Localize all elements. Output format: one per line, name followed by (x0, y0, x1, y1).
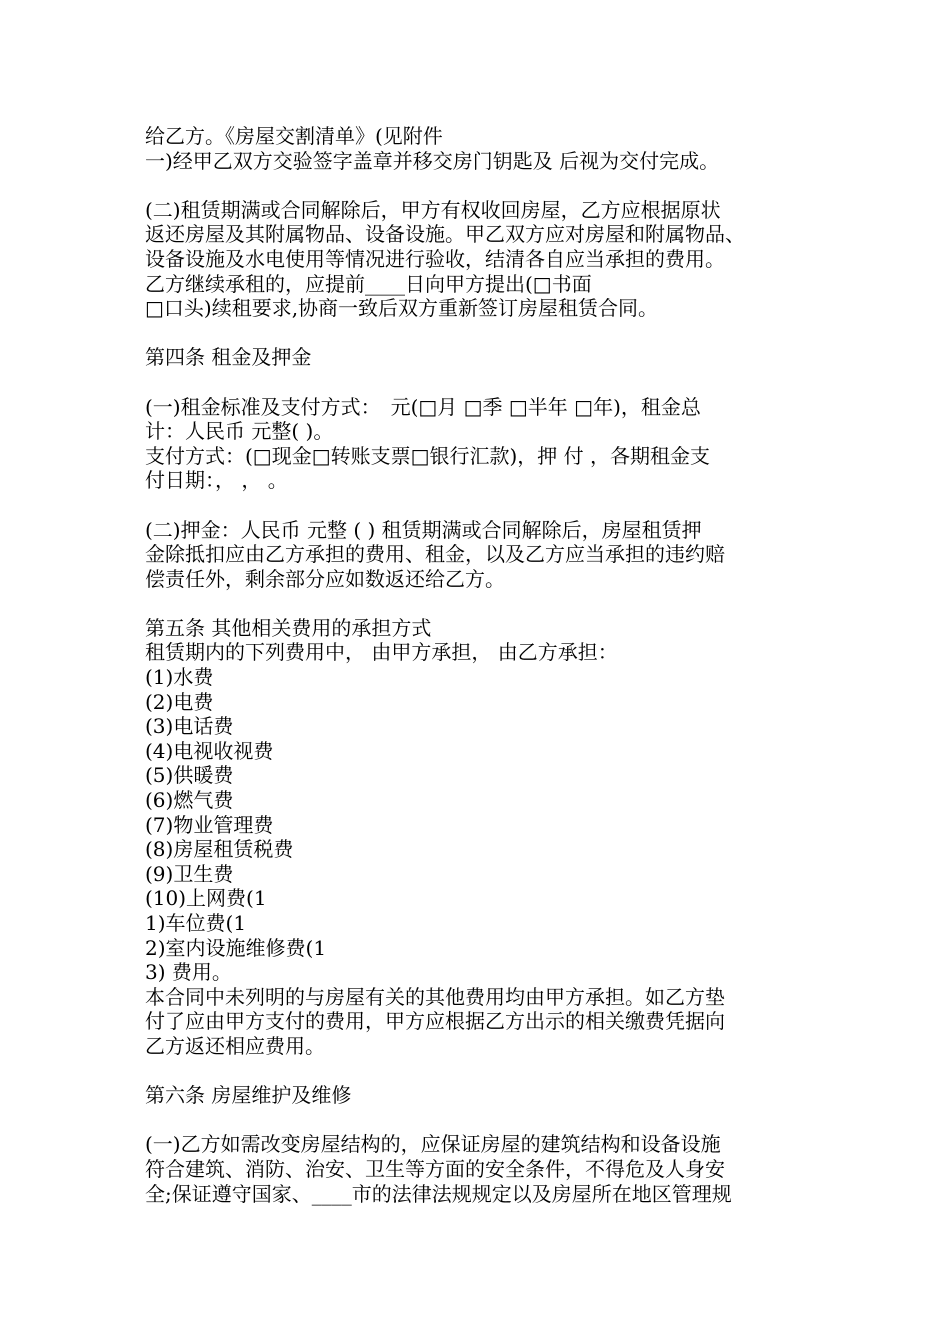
blank-line (145, 370, 825, 395)
blank-line (145, 321, 825, 346)
text-line: 返还房屋及其附属物品、设备设施。甲乙双方应对房屋和附属物品、 (145, 222, 745, 247)
list-item: 2)室内设施维修费(1 (145, 935, 327, 960)
text-line: (一)租金标准及支付方式： 元(□月 □季 □半年 □年)，租金总 (145, 394, 701, 419)
list-item: (2)电费 (145, 689, 214, 714)
text-line: 本合同中未列明的与房屋有关的其他费用均由甲方承担。如乙方垫 (145, 984, 725, 1009)
blank-line (145, 591, 825, 616)
text-line: 付日期：， ， 。 (145, 468, 288, 493)
list-item: (5)供暖费 (145, 763, 234, 788)
text-line: (二)租赁期满或合同解除后，甲方有权收回房屋，乙方应根据原状 (145, 197, 721, 222)
text-line: 设备设施及水电使用等情况进行验收，结清各自应当承担的费用。 (145, 246, 725, 271)
blank-line (145, 1059, 825, 1084)
list-item: 1)车位费(1 (145, 911, 247, 935)
text-line: □口头)续租要求,协商一致后双方重新签订房屋租赁合同。 (145, 296, 659, 321)
section-heading: 第四条 租金及押金 (145, 345, 312, 370)
text-line: 支付方式：(□现金□转账支票□银行汇款)，押 付 ，各期租金支 (145, 443, 711, 468)
text-line: 乙方返还相应费用。 (145, 1033, 325, 1058)
text-line: 计：人民币 元整( )。 (145, 419, 334, 444)
text-line: 全;保证遵守国家、____市的法律法规规定以及房屋所在地区管理规 (145, 1181, 732, 1206)
text-line: 金除抵扣应由乙方承担的费用、租金，以及乙方应当承担的违约赔 (145, 542, 725, 567)
text-line: (一)乙方如需改变房屋结构的，应保证房屋的建筑结构和设备设施 (145, 1132, 721, 1157)
text-line: 一)经甲乙双方交验签字盖章并移交房门钥匙及 后视为交付完成。 (145, 148, 720, 173)
section-heading: 第五条 其他相关费用的承担方式 (145, 615, 432, 640)
list-item: (9)卫生费 (145, 861, 234, 886)
section-heading: 第六条 房屋维护及维修 (145, 1083, 352, 1108)
list-item: 3) 费用。 (145, 960, 232, 985)
list-item: (6)燃气费 (145, 788, 234, 813)
document-body (145, 124, 825, 1206)
list-item: (3)电话费 (145, 714, 234, 739)
list-item: (8)房屋租赁税费 (145, 837, 294, 862)
text-line: 符合建筑、消防、治安、卫生等方面的安全条件，不得危及人身安 (145, 1156, 725, 1181)
text-line: 付了应由甲方支付的费用，甲方应根据乙方出示的相关缴费凭据向 (145, 1009, 725, 1034)
blank-line (145, 1108, 825, 1133)
text-line: 乙方继续承租的，应提前____日向甲方提出(□书面 (145, 271, 592, 296)
blank-line (145, 173, 825, 198)
text-line: 给乙方。《房屋交割清单》(见附件 (145, 124, 443, 148)
text-line: 租赁期内的下列费用中， 由甲方承担， 由乙方承担： (145, 640, 618, 665)
list-item: (10)上网费(1 (145, 886, 267, 911)
list-item: (7)物业管理费 (145, 812, 274, 837)
list-item: (1)水费 (145, 665, 214, 690)
text-line: (二)押金：人民币 元整 ( ) 租赁期满或合同解除后，房屋租赁押 (145, 517, 702, 542)
blank-line (145, 493, 825, 518)
list-item: (4)电视收视费 (145, 738, 274, 763)
text-line: 偿责任外，剩余部分应如数返还给乙方。 (145, 566, 505, 591)
